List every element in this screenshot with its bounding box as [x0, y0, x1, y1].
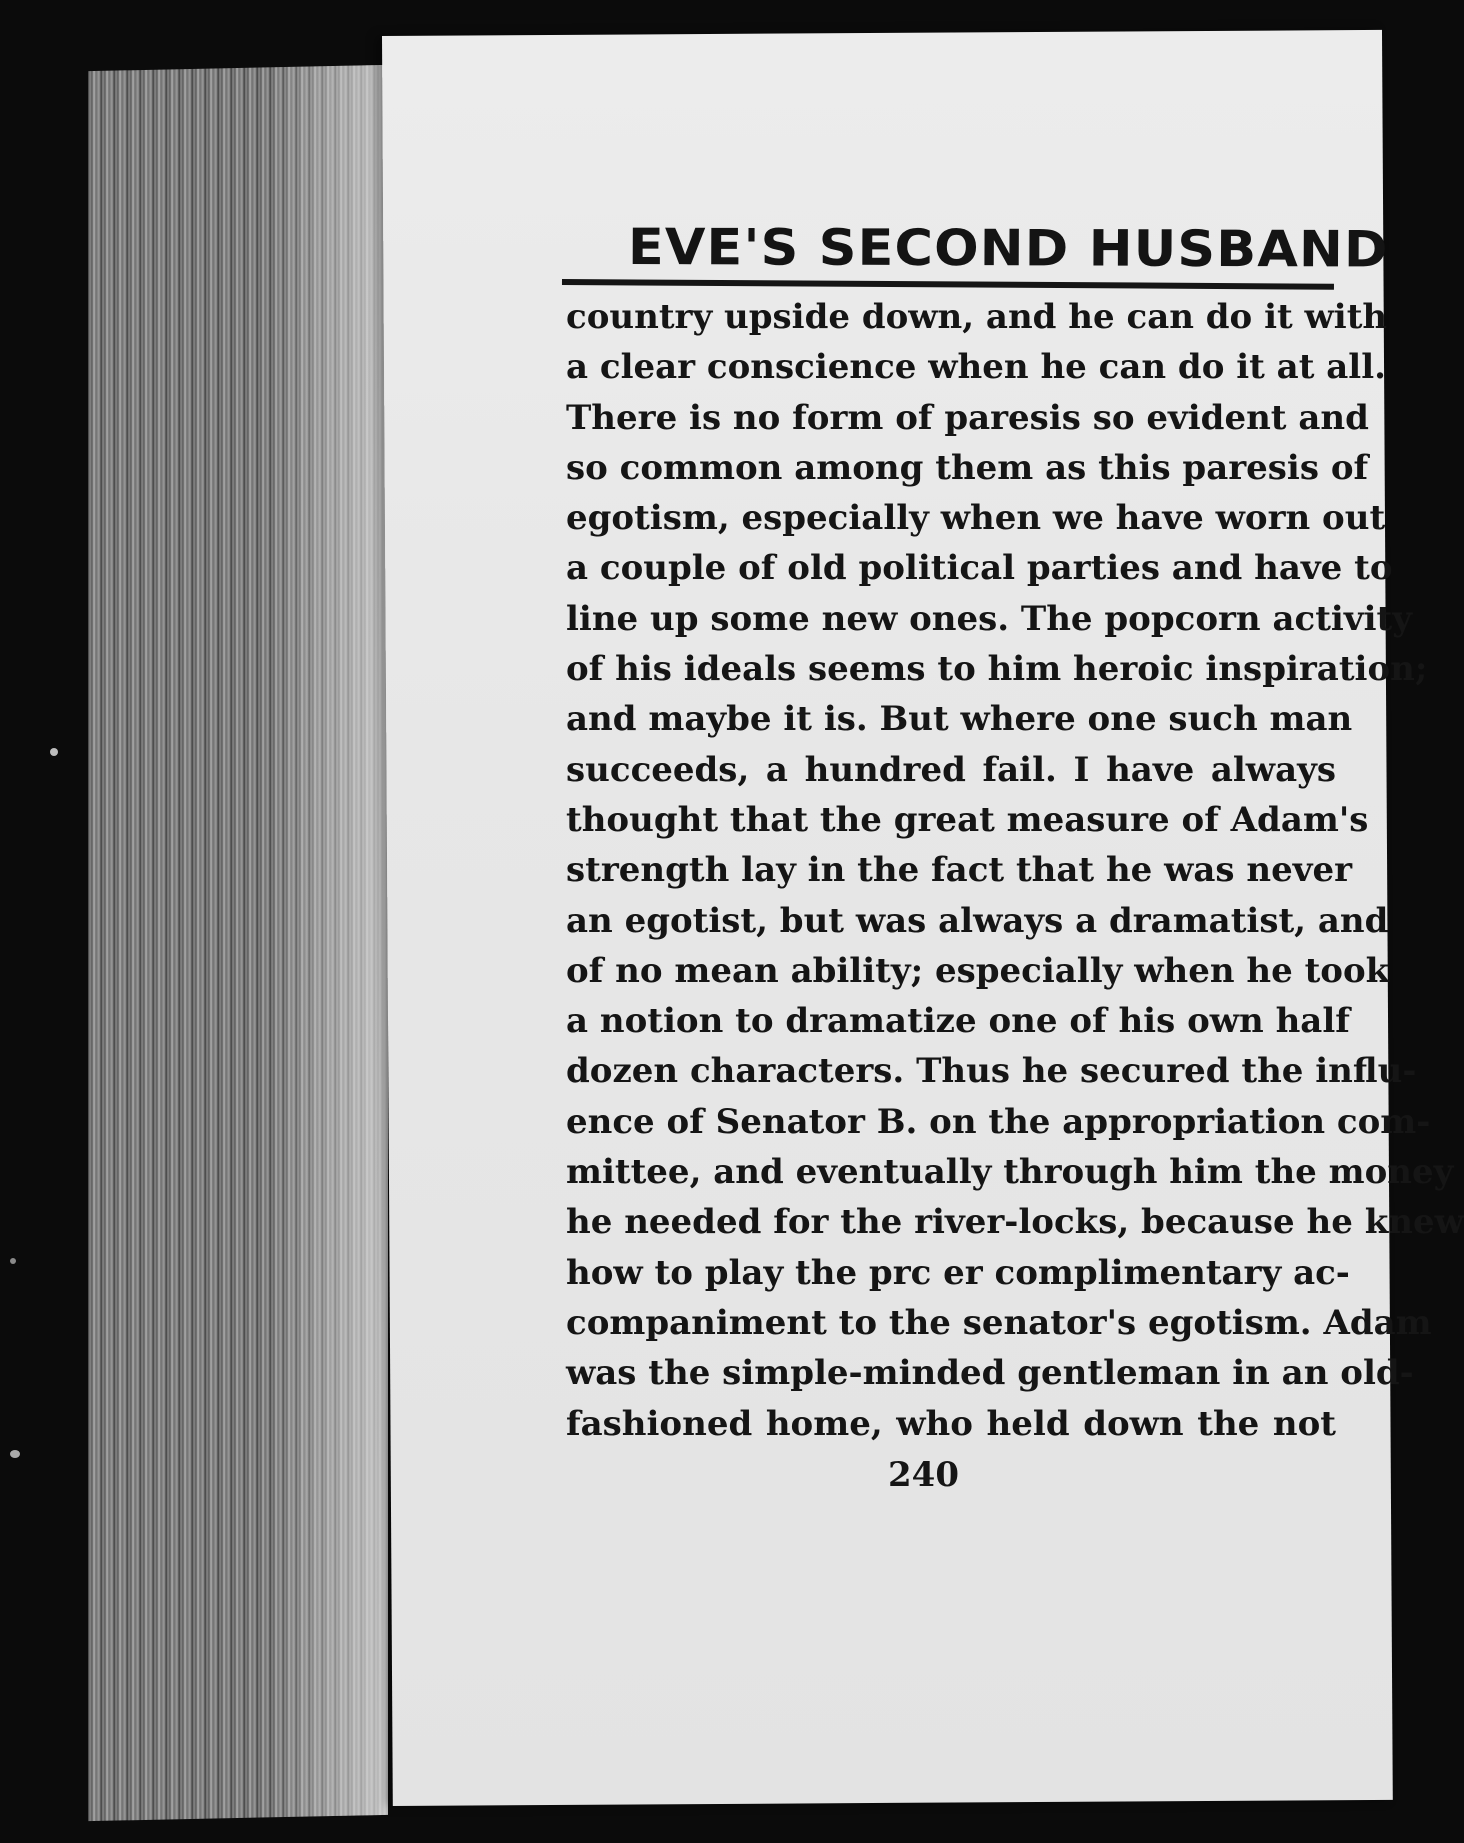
- dust-speck: [50, 748, 58, 756]
- text-line: of no mean ability; especially when he took: [566, 950, 1390, 991]
- text-line: egotism, especially when we have worn out: [566, 498, 1386, 539]
- text-line: fashioned home, who held down the not: [566, 1403, 1336, 1444]
- text-line: of his ideals seems to him heroic inspiration;: [566, 649, 1428, 690]
- text-line: ence of Senator B. on the appropriation com-: [566, 1101, 1431, 1142]
- text-line: how to play the prc er complimentary ac-: [566, 1252, 1350, 1293]
- text-line: was the simple-minded gentleman in an old-: [566, 1353, 1414, 1394]
- text-line: an egotist, but was always a dramatist, and: [566, 900, 1389, 941]
- text-line: a notion to dramatize one of his own half: [566, 1001, 1350, 1042]
- body-text: [566, 292, 1464, 1449]
- text-line: line up some new ones. The popcorn activity: [566, 598, 1412, 639]
- dust-speck: [10, 1258, 16, 1264]
- text-line: and maybe it is. But where one such man: [566, 699, 1353, 740]
- dust-speck: [10, 1450, 20, 1458]
- text-line: succeeds, a hundred fail. I have always: [566, 749, 1336, 790]
- text-line: dozen characters. Thus he secured the influ-: [566, 1051, 1417, 1092]
- page-number: 240: [888, 1455, 959, 1495]
- book-page-edges: [88, 65, 388, 1821]
- text-line: so common among them as this paresis of: [566, 447, 1369, 488]
- text-line: thought that the great measure of Adam's: [566, 799, 1369, 840]
- text-line: a couple of old political parties and have to: [566, 548, 1393, 589]
- running-head: EVE'S SECOND HUSBAND: [627, 218, 1389, 279]
- text-line: country upside down, and he can do it with: [566, 297, 1388, 337]
- text-line: he needed for the river-locks, because he knew: [566, 1202, 1464, 1243]
- text-line: strength lay in the fact that he was never: [566, 850, 1353, 891]
- text-line: a clear conscience when he can do it at all.: [566, 347, 1386, 388]
- text-line: companiment to the senator's egotism. Adam: [566, 1302, 1432, 1343]
- text-line: There is no form of paresis so evident and: [566, 397, 1369, 438]
- text-line: mittee, and eventually through him the money: [566, 1152, 1454, 1193]
